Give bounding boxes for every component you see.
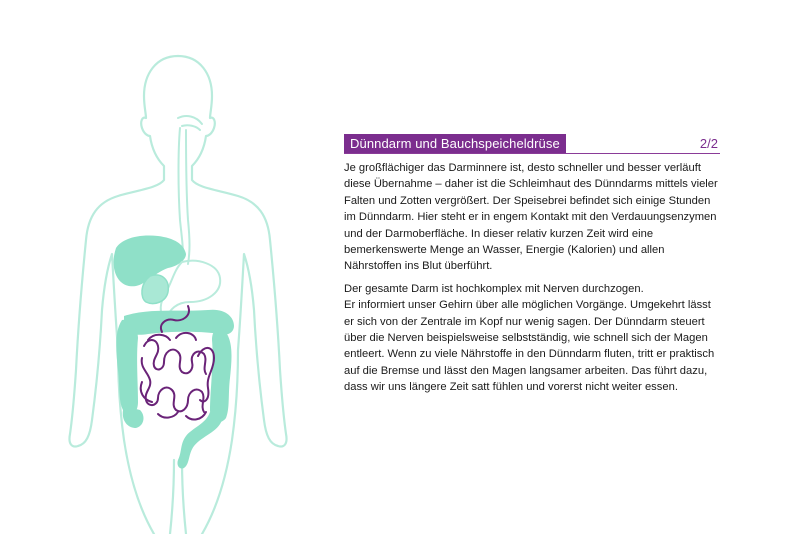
- pancreas: [142, 275, 168, 304]
- section-title: Dünndarm und Bauchspeicheldrüse: [344, 134, 566, 153]
- paragraph: Je großflächiger das Darminnere ist, desto schneller und besser verläuft diese Übernahme – daher ist die Schleimhaut des Dünndarms mittels vieler Falten und Zotten vergrößert. Der Speisebrei befindet sich einige Stunden im Dünndarm. Hier steht er in engem Kontakt mit den Verdauungsenzymen und der Darmoberfläche. In dieser relativ kurzen Zeit wird eine bemerkenswerte Menge an Wasser, Energie (Kalorien) und allen Nährstoffen ins Blut überführt.: [344, 162, 718, 273]
- content-panel: [344, 134, 720, 402]
- section-header: [344, 134, 720, 154]
- paragraph: Der gesamte Darm ist hochkomplex mit Nerven durchzogen.: [344, 282, 644, 295]
- large-intestine: [116, 310, 234, 469]
- paragraph: Er informiert unser Gehirn über alle möglichen Vorgänge. Umgekehrt lässt er sich von der Zentrale im Kopf nur wenig sagen. Der Dünndarm steuert über die Nerven beispielsweise selbstständig, wie schnell sich der Magen entleert. Wenn zu viele Nährstoffe in den Dünndarm fluten, tritt er praktisch auf die Bremse und lässt den Magen langsamer arbeiten. Das führt dazu, dass wir uns längere Zeit satt fühlen und vorerst nicht weiter essen.: [344, 299, 715, 394]
- esophagus: [178, 116, 202, 264]
- page-number: 2/2: [699, 136, 718, 151]
- body-text: [344, 160, 720, 396]
- stomach: [161, 261, 220, 318]
- digestive-system-illustration: [58, 40, 298, 534]
